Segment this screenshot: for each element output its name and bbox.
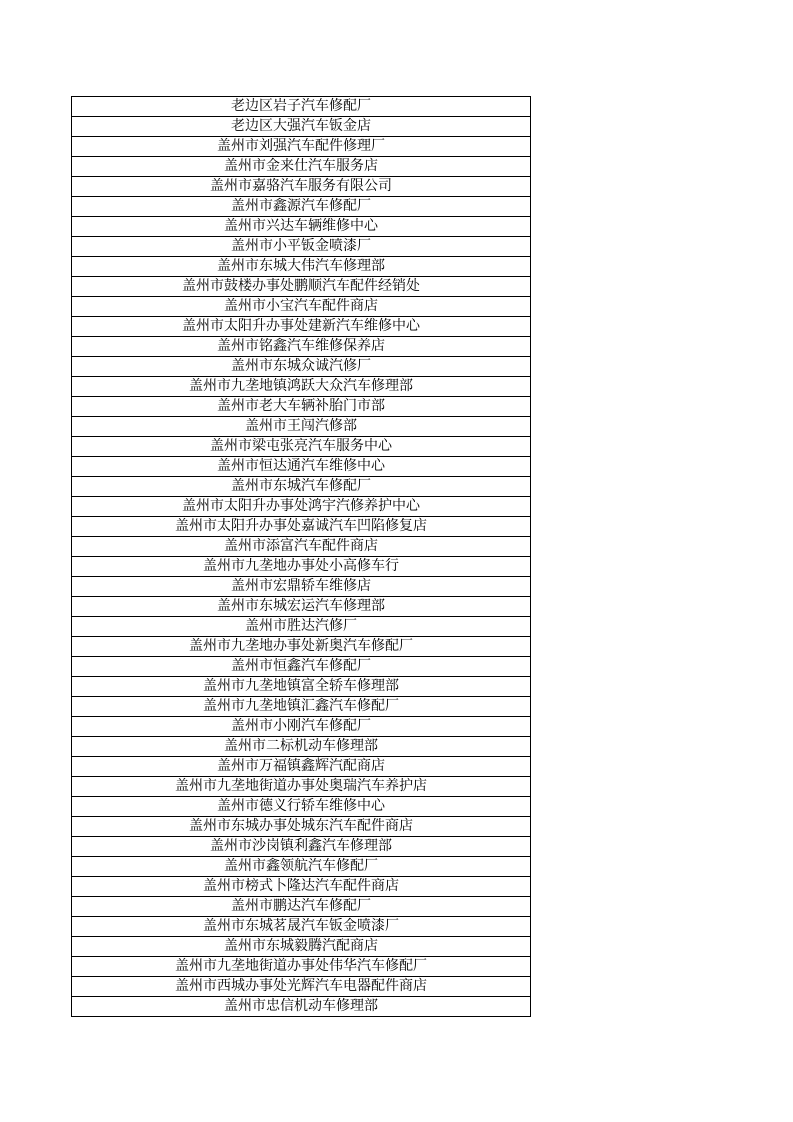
business-name-cell: 盖州市鑫领航汽车修配厂 <box>72 857 531 877</box>
business-name-cell: 盖州市嘉骆汽车服务有限公司 <box>72 177 531 197</box>
table-row <box>72 717 531 737</box>
business-name-cell: 盖州市梁屯张亮汽车服务中心 <box>72 437 531 457</box>
table-row <box>72 897 531 917</box>
table-row <box>72 137 531 157</box>
business-name-cell: 盖州市万福镇鑫辉汽配商店 <box>72 757 531 777</box>
business-name-cell: 盖州市小平钣金喷漆厂 <box>72 237 531 257</box>
business-name-cell: 盖州市东城汽车修配厂 <box>72 477 531 497</box>
business-name-cell: 盖州市老大车辆补胎门市部 <box>72 397 531 417</box>
table-row <box>72 877 531 897</box>
table-row <box>72 837 531 857</box>
business-name-cell: 盖州市九垄地办事处小高修车行 <box>72 557 531 577</box>
business-name-cell: 盖州市兴达车辆维修中心 <box>72 217 531 237</box>
table-row <box>72 217 531 237</box>
table-row <box>72 657 531 677</box>
table-row <box>72 437 531 457</box>
table-row <box>72 297 531 317</box>
table-row <box>72 637 531 657</box>
table-row <box>72 697 531 717</box>
business-name-cell: 盖州市东城众诚汽修厂 <box>72 357 531 377</box>
table-row <box>72 757 531 777</box>
table-row <box>72 517 531 537</box>
business-name-cell: 盖州市德义行轿车维修中心 <box>72 797 531 817</box>
table-row <box>72 397 531 417</box>
table-row <box>72 737 531 757</box>
business-name-cell: 盖州市九垄地街道办事处奥瑞汽车养护店 <box>72 777 531 797</box>
table-row <box>72 597 531 617</box>
table-row <box>72 257 531 277</box>
table-row <box>72 557 531 577</box>
business-name-cell: 盖州市九垄地镇鸿跃大众汽车修理部 <box>72 377 531 397</box>
business-name-cell: 老边区岩子汽车修配厂 <box>72 97 531 117</box>
business-name-cell: 盖州市小刚汽车修配厂 <box>72 717 531 737</box>
business-name-cell: 盖州市二标机动车修理部 <box>72 737 531 757</box>
business-name-cell: 盖州市恒达通汽车维修中心 <box>72 457 531 477</box>
business-name-cell: 盖州市添富汽车配件商店 <box>72 537 531 557</box>
table-row <box>72 857 531 877</box>
table-row <box>72 777 531 797</box>
business-name-cell: 盖州市铭鑫汽车维修保养店 <box>72 337 531 357</box>
business-name-cell: 盖州市太阳升办事处鸿宇汽修养护中心 <box>72 497 531 517</box>
table-row <box>72 157 531 177</box>
business-name-cell: 盖州市东城宏运汽车修理部 <box>72 597 531 617</box>
table-row <box>72 797 531 817</box>
business-name-cell: 盖州市东城办事处城东汽车配件商店 <box>72 817 531 837</box>
business-name-cell: 盖州市九垄地街道办事处伟华汽车修配厂 <box>72 957 531 977</box>
table-row <box>72 97 531 117</box>
table-row <box>72 377 531 397</box>
table-row <box>72 577 531 597</box>
business-name-cell: 盖州市榜式卜隆达汽车配件商店 <box>72 877 531 897</box>
business-name-table <box>71 96 531 1017</box>
table-row <box>72 937 531 957</box>
table-row <box>72 277 531 297</box>
table-row <box>72 917 531 937</box>
table-row <box>72 817 531 837</box>
business-name-cell: 盖州市沙岗镇利鑫汽车修理部 <box>72 837 531 857</box>
business-name-cell: 盖州市忠信机动车修理部 <box>72 997 531 1017</box>
business-name-cell: 盖州市西城办事处光辉汽车电器配件商店 <box>72 977 531 997</box>
business-name-cell: 盖州市九垄地办事处新奥汽车修配厂 <box>72 637 531 657</box>
business-name-cell: 盖州市鹏达汽车修配厂 <box>72 897 531 917</box>
table-row <box>72 237 531 257</box>
table-row <box>72 317 531 337</box>
table-row <box>72 457 531 477</box>
business-name-cell: 盖州市刘强汽车配件修理厂 <box>72 137 531 157</box>
business-name-cell: 盖州市宏鼎轿车维修店 <box>72 577 531 597</box>
table-row <box>72 497 531 517</box>
business-name-cell: 盖州市东城毅腾汽配商店 <box>72 937 531 957</box>
business-name-cell: 盖州市九垄地镇汇鑫汽车修配厂 <box>72 697 531 717</box>
business-name-cell: 盖州市鼓楼办事处鹏顺汽车配件经销处 <box>72 277 531 297</box>
table-row <box>72 537 531 557</box>
table-row <box>72 477 531 497</box>
table-row <box>72 357 531 377</box>
business-name-cell: 盖州市胜达汽修厂 <box>72 617 531 637</box>
business-name-cell: 盖州市东城茗晟汽车钣金喷漆厂 <box>72 917 531 937</box>
business-name-cell: 盖州市小宝汽车配件商店 <box>72 297 531 317</box>
business-name-cell: 盖州市太阳升办事处建新汽车维修中心 <box>72 317 531 337</box>
business-name-cell: 盖州市九垄地镇富全轿车修理部 <box>72 677 531 697</box>
table-row <box>72 957 531 977</box>
table-row <box>72 337 531 357</box>
table-row <box>72 177 531 197</box>
table-row <box>72 117 531 137</box>
table-row <box>72 197 531 217</box>
table-row <box>72 417 531 437</box>
business-name-cell: 盖州市恒鑫汽车修配厂 <box>72 657 531 677</box>
table-row <box>72 677 531 697</box>
table-row <box>72 977 531 997</box>
table-row <box>72 617 531 637</box>
business-name-cell: 老边区大强汽车钣金店 <box>72 117 531 137</box>
business-name-cell: 盖州市鑫源汽车修配厂 <box>72 197 531 217</box>
business-name-cell: 盖州市王闯汽修部 <box>72 417 531 437</box>
business-name-cell: 盖州市太阳升办事处嘉诚汽车凹陷修复店 <box>72 517 531 537</box>
table-row <box>72 997 531 1017</box>
business-name-cell: 盖州市东城大伟汽车修理部 <box>72 257 531 277</box>
table-body <box>72 97 531 1017</box>
business-name-cell: 盖州市金来仕汽车服务店 <box>72 157 531 177</box>
